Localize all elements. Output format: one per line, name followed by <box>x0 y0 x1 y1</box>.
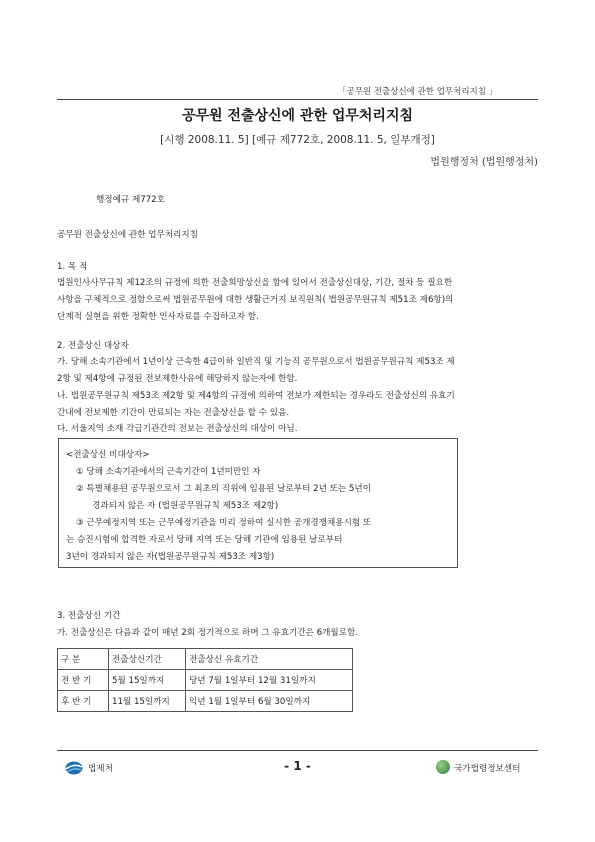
box-line: 경과되지 않은 자 (법원공무원규칙 제53조 제2항) <box>92 501 279 511</box>
table-header-cell: 구 분 <box>58 649 109 670</box>
table-header-row <box>58 649 353 670</box>
box-line: ② 특별채용된 공무원으로서 그 최초의 직위에 임용된 날로부터 2년 또는 5년이 <box>76 484 372 494</box>
section3-intro: 가. 전출상신은 다음과 같이 매년 2회 정기적으로 하며 그 유효기간은 6개월로함. <box>57 628 359 638</box>
table-cell: 전 반 기 <box>58 670 109 691</box>
section1-line: 사항을 구체적으로 정함으로써 법원공무원에 대한 생활근거지 보직원칙( 법원공무원규칙 제51조 제6항)의 <box>57 295 454 305</box>
header-rule <box>57 99 538 100</box>
table-cell: 익년 1월 1일부터 6월 30일까지 <box>186 691 353 712</box>
section1-heading: 1. 목 적 <box>57 262 88 272</box>
section2-line: 가. 당해 소속기관에서 1년이상 근속한 4급이하 일반직 및 기능직 공무원으로서 법원공무원규칙 제53조 제 <box>57 357 455 367</box>
table-header-cell: 전출상신기간 <box>109 649 186 670</box>
footer-rule <box>57 750 538 751</box>
table-header-cell: 전출상신 유효기간 <box>186 649 353 670</box>
table-cell: 5월 15일까지 <box>109 670 186 691</box>
table-cell: 후 반 기 <box>58 691 109 712</box>
box-title: <전출상신 비대상자> <box>66 450 150 460</box>
section2-line: 나. 법원공무원규칙 제53조 제2항 및 제4항의 규정에 의하여 전보가 제한되는 경우라도 전출상신의 유효기 <box>57 391 455 401</box>
section1-line: 법원인사사무규칙 제12조의 규정에 의한 전출희망상신을 함에 있어서 전출상신대상, 기간, 절차 등 필요한 <box>57 278 453 288</box>
rule-number: 행정예규 제772호 <box>96 195 165 205</box>
table-cell: 당년 7월 1일부터 12월 31일까지 <box>186 670 353 691</box>
page-title: 공무원 전출상신에 관한 업무처리지침 <box>181 108 413 124</box>
table-row <box>58 691 353 712</box>
section1-line: 단계적 실현을 위한 정확한 인사자료를 수집하고자 함. <box>57 312 259 322</box>
page-number: - 1 - <box>284 759 311 773</box>
document-header-tag: 「공무원 전출상신에 관한 업무처리지침 」 <box>338 87 498 97</box>
section2-line: 다. 서울지역 소재 각급기관간의 전보는 전출상신의 대상이 아님. <box>57 424 298 434</box>
table-cell: 11월 15일까지 <box>109 691 186 712</box>
rule-name: 공무원 전출상신에 관한 업무처리지침 <box>57 230 199 240</box>
footer-right-label: 국가법령정보센터 <box>454 764 521 774</box>
section2-line: 간내에 전보제한 기간이 만료되는 자는 전출상신을 할 수 있음. <box>57 408 290 418</box>
box-line: 는 승진시험에 합격한 자로서 당해 지역 또는 당해 기관에 임용된 날로부터 <box>66 535 343 545</box>
revision-info: [시행 2008.11. 5] [예규 제772호, 2008.11. 5, 일부개정] <box>160 134 435 146</box>
section2-heading: 2. 전출상신 대상자 <box>57 341 129 351</box>
period-table <box>57 648 353 712</box>
law-info-center-logo-icon <box>436 760 450 774</box>
ministry-label: 법원행정처 (법원행정처) <box>430 157 538 168</box>
box-line: ③ 근무예정지역 또는 근무예정기관을 미리 정하여 실시한 공개경쟁채용시험 또 <box>76 518 372 528</box>
section2-line: 2항 및 제4항에 규정된 전보제한사유에 해당하지 않는자에 한함. <box>57 374 298 384</box>
box-line: ① 당해 소속기관에서의 근속기간이 1년미만인 자 <box>76 467 261 477</box>
box-line: 3년이 경과되지 않은 자(법원공무원규칙 제53조 제3항) <box>66 552 275 562</box>
table-row <box>58 670 353 691</box>
footer-left-label: 법제처 <box>88 764 113 774</box>
section3-heading: 3. 전출상신 기간 <box>57 611 121 621</box>
excluded-persons-box <box>58 438 458 568</box>
